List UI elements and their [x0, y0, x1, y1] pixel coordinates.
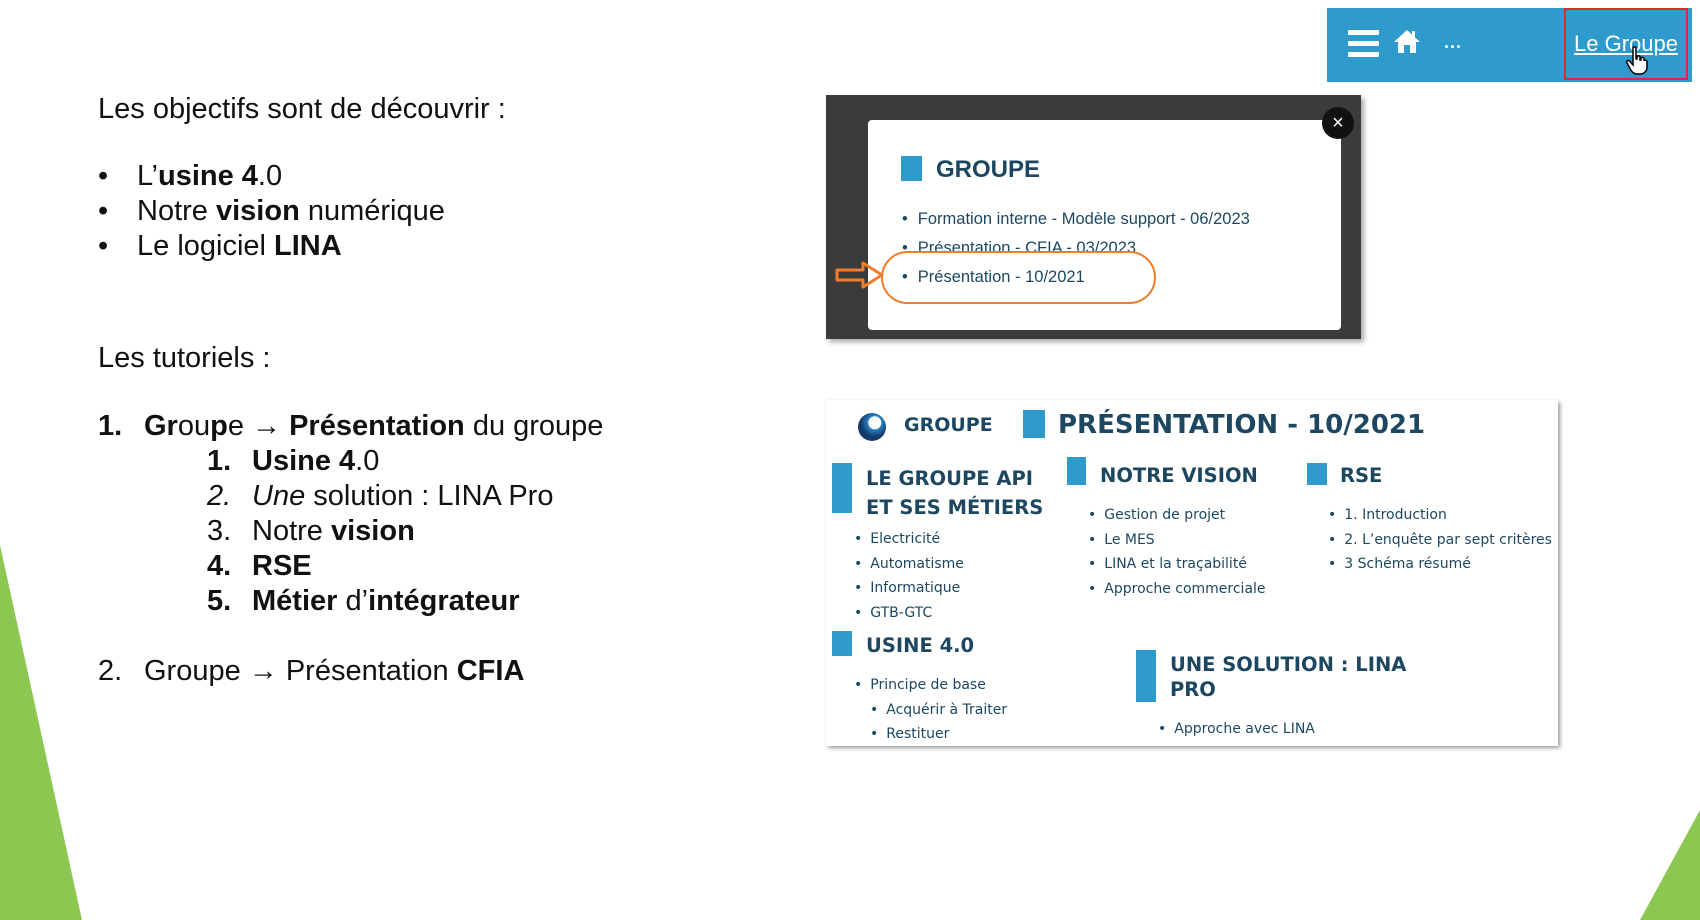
objective-item: • Le logiciel LINA [98, 229, 798, 264]
presentation-title: PRÉSENTATION - 10/2021 [1058, 410, 1426, 440]
section-link[interactable]: • Restituer [854, 722, 1007, 747]
section-title-vision: NOTRE VISION [1100, 464, 1258, 487]
square-marker-icon [1023, 410, 1045, 438]
section-title-rse: RSE [1340, 464, 1383, 487]
home-icon[interactable] [1393, 28, 1421, 59]
hamburger-icon[interactable] [1348, 30, 1379, 58]
section-link[interactable]: • Principe de base [854, 673, 1007, 698]
tutorial-subitem: 5. Métier d’intégrateur [207, 585, 520, 617]
section-link[interactable]: • Informatique [854, 576, 964, 601]
section-list-groupe-api [854, 527, 964, 625]
tutorials-list [98, 409, 798, 689]
le-groupe-link[interactable]: Le Groupe [1574, 31, 1678, 56]
section-link[interactable]: • GTB-GTC [854, 601, 964, 626]
section-list-vision [1088, 503, 1266, 601]
modal-document-link[interactable]: • Présentation - 10/2021 [902, 263, 1250, 292]
tutorial-item: 1. Groupe → Présentation du groupe 1. Usine 4.0 2. Une solution : LINA Pro 3. Notre vision 4. RSE 5. Métier d’intégrateur [98, 409, 798, 619]
brand-label: GROUPE [904, 414, 993, 436]
pointer-hand-icon [1626, 46, 1648, 76]
square-marker-icon [1067, 457, 1086, 485]
section-link[interactable]: • 1. Introduction [1328, 503, 1552, 528]
section-title-lina: UNE SOLUTION : LINA PRO [1170, 653, 1407, 701]
objectives-title: Les objectifs sont de découvrir : [98, 93, 506, 125]
section-link[interactable]: • 3 Schéma résumé [1328, 552, 1552, 577]
modal-document-link[interactable]: • Formation interne - Modèle support - 06/2023 [902, 205, 1250, 234]
section-link[interactable]: • Approche commerciale [1088, 577, 1266, 602]
section-link[interactable]: • Electricité [854, 527, 964, 552]
section-list-lina [1158, 717, 1315, 742]
square-marker-icon [1307, 463, 1327, 485]
tutorial-subitem: 3. Notre vision [207, 515, 415, 547]
highlight-oval [881, 251, 1156, 304]
section-link[interactable]: • Le MES [1088, 528, 1266, 553]
close-icon[interactable]: × [1322, 107, 1354, 139]
tutorial-subitem: 1. Usine 4.0 [207, 445, 380, 477]
objective-item: • Notre vision numérique [98, 194, 798, 229]
objectives-list [98, 159, 798, 264]
presentation-page [826, 400, 1558, 746]
section-title-usine: USINE 4.0 [866, 634, 975, 657]
globe-logo-icon [858, 413, 886, 441]
arrow-right-icon [835, 261, 885, 289]
square-marker-icon [901, 156, 922, 181]
tutorial-item: 2. Groupe → Présentation CFIA [98, 655, 525, 687]
section-list-usine [854, 673, 1007, 747]
tutorial-subitem: 4. RSE [207, 550, 312, 582]
section-list-rse [1328, 503, 1552, 577]
tutorials-title: Les tutoriels : [98, 342, 271, 374]
square-marker-icon [832, 463, 852, 513]
modal-title: GROUPE [901, 156, 1040, 184]
tutorial-subitem: 2. Une solution : LINA Pro [207, 480, 554, 512]
section-title-groupe-api: LE GROUPE API ET SES MÉTIERS [866, 467, 1044, 519]
square-marker-icon [1136, 650, 1156, 702]
modal-document-link[interactable]: • Présentation - CFIA - 03/2023 [902, 234, 1250, 263]
more-menu[interactable]: ... [1444, 32, 1463, 52]
section-link[interactable]: • Gestion de projet [1088, 503, 1266, 528]
section-link[interactable]: • Automatisme [854, 552, 964, 577]
section-link[interactable]: • Approche avec LINA [1158, 717, 1315, 742]
square-marker-icon [832, 631, 852, 656]
objective-item: • L’usine 4.0 [98, 159, 798, 194]
section-link[interactable]: • Acquérir à Traiter [854, 698, 1007, 723]
section-link[interactable]: • LINA et la traçabilité [1088, 552, 1266, 577]
section-link[interactable]: • 2. L’enquête par sept critères [1328, 528, 1552, 553]
slide-text [98, 92, 798, 689]
tutorial-sublist [144, 444, 798, 619]
